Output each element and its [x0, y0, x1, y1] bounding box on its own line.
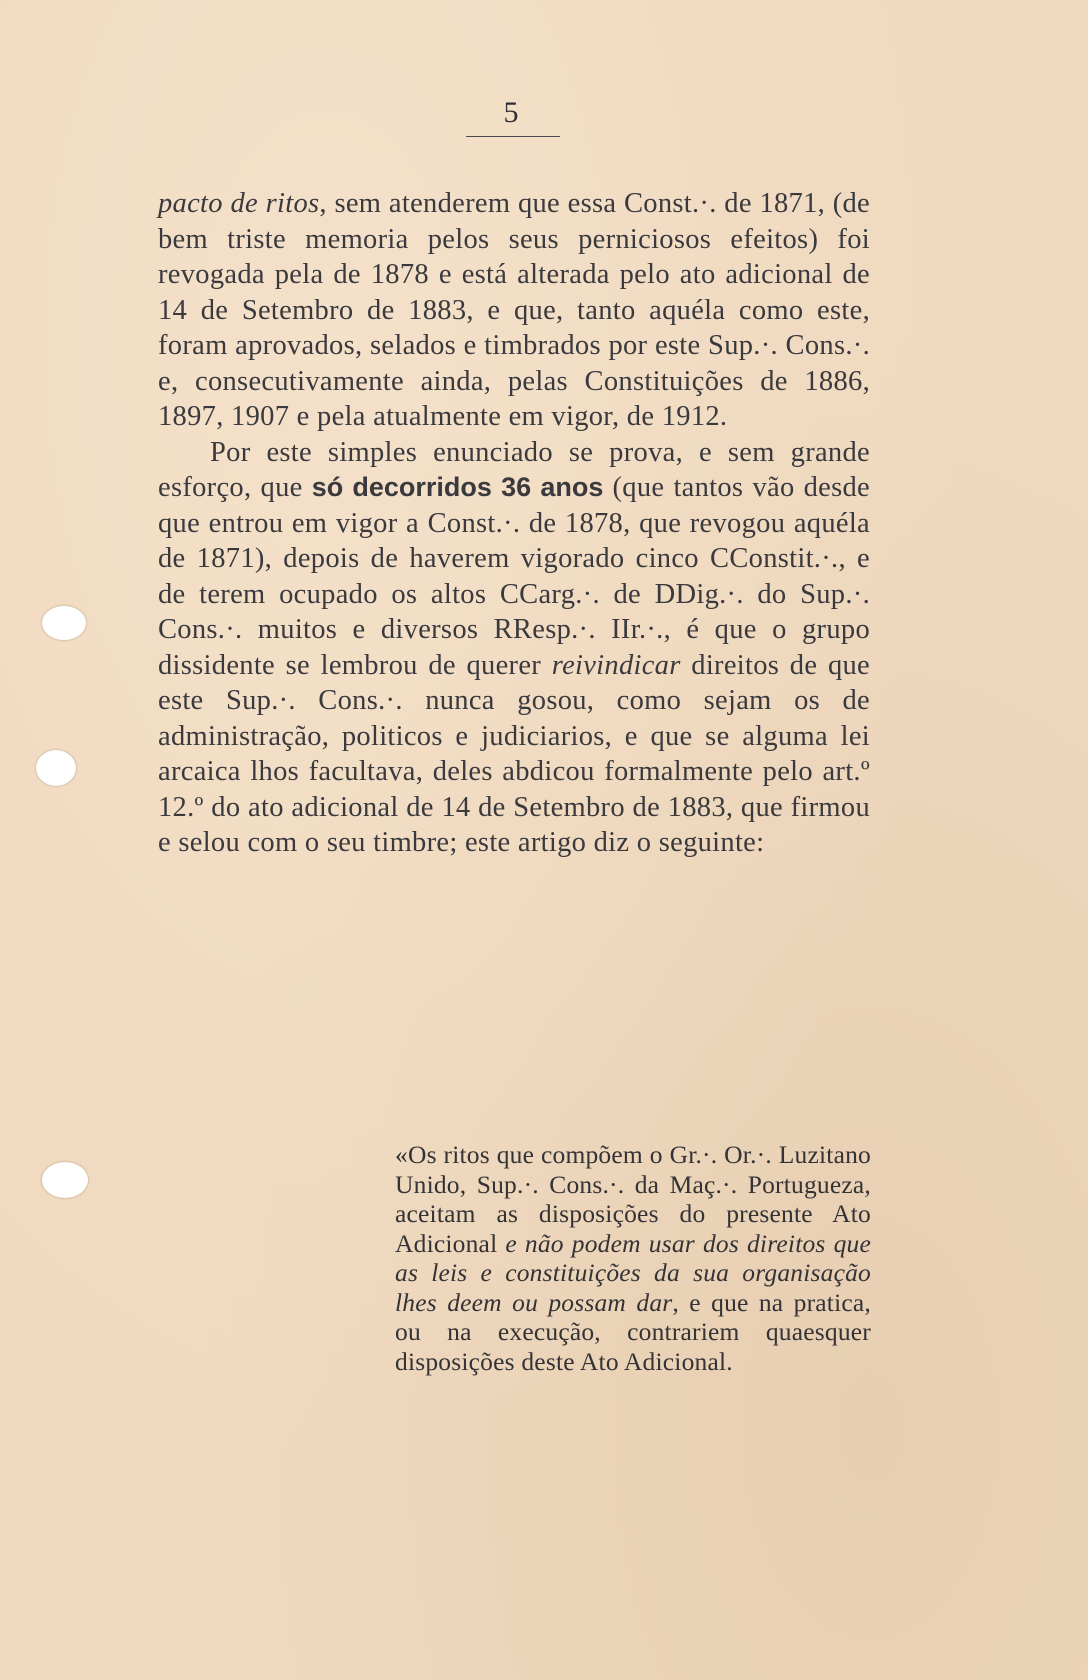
binding-hole-top	[42, 606, 86, 640]
page-number: 5	[503, 96, 519, 129]
paragraph-2-text-a: Por este simples enunciado se prova, e sem grande esforço, que	[158, 436, 870, 503]
quote-text-a: «Os ritos que compõem o Gr.·. Or.·. Luzitano Unido, Sup.·. Cons.·. da Maç.·. Portugueza, aceitam as disposições do presente Ato Adicional	[395, 1140, 871, 1258]
italic-word: reivindicar	[551, 649, 681, 681]
page-number-rule	[466, 136, 560, 137]
paragraph-2-text-b: (que tantos vão desde que entrou em vigor a Const.·. de 1878, que revogou aquéla de 1871), depois de haverem vigorado cinco CConstit.·., e de terem ocupado os altos CCarg.·. de DDig.·. do Sup.·. Cons.·. muitos e diversos RResp.·. IIr.·., é que o grupo dissidente se lembrou de querer	[158, 472, 871, 681]
block-quote	[395, 1140, 871, 1376]
quote-text-b: , e que na pratica, ou na execução, contrariem quaesquer disposições deste Ato Adicional.	[395, 1287, 871, 1376]
paragraph-1-text: , sem atenderem que essa Const.·. de 1871, (de bem triste memoria pelos seus perniciosos efeitos) foi revogada pela de 1878 e está alterada pelo ato adicional de 14 de Setembro de 1883, e que, tanto aquéla como este, foram aprovados, selados e timbrados por este Sup.·. Cons.·. e, consecutivamente ainda, pelas Constituições de 1886, 1897, 1907 e pela atualmente em vigor, de 1912.	[158, 188, 870, 432]
paragraph-2-text-c: direitos de que este Sup.·. Cons.·. nunca gosou, como sejam os de administração, politicos e judiciarios, e que se alguma lei arcaica lhos facultava, deles abdicou formalmente pelo art.º 12.º do ato adicional de 14 de Setembro de 1883, que firmou e selou com o seu timbre; este artigo diz o seguinte:	[158, 649, 871, 858]
paragraph-1	[158, 186, 870, 435]
bold-phrase: só decorridos 36 anos	[311, 472, 604, 502]
binding-hole-bottom	[42, 1162, 88, 1198]
quote-italic: e não podem usar dos direitos que as leis e constituições da sua organisação lhes deem ou possam dar	[395, 1228, 871, 1317]
binding-hole-middle	[36, 750, 76, 786]
italic-phrase: pacto de ritos	[158, 188, 320, 219]
paragraph-2	[158, 435, 870, 861]
body-text	[158, 186, 870, 861]
